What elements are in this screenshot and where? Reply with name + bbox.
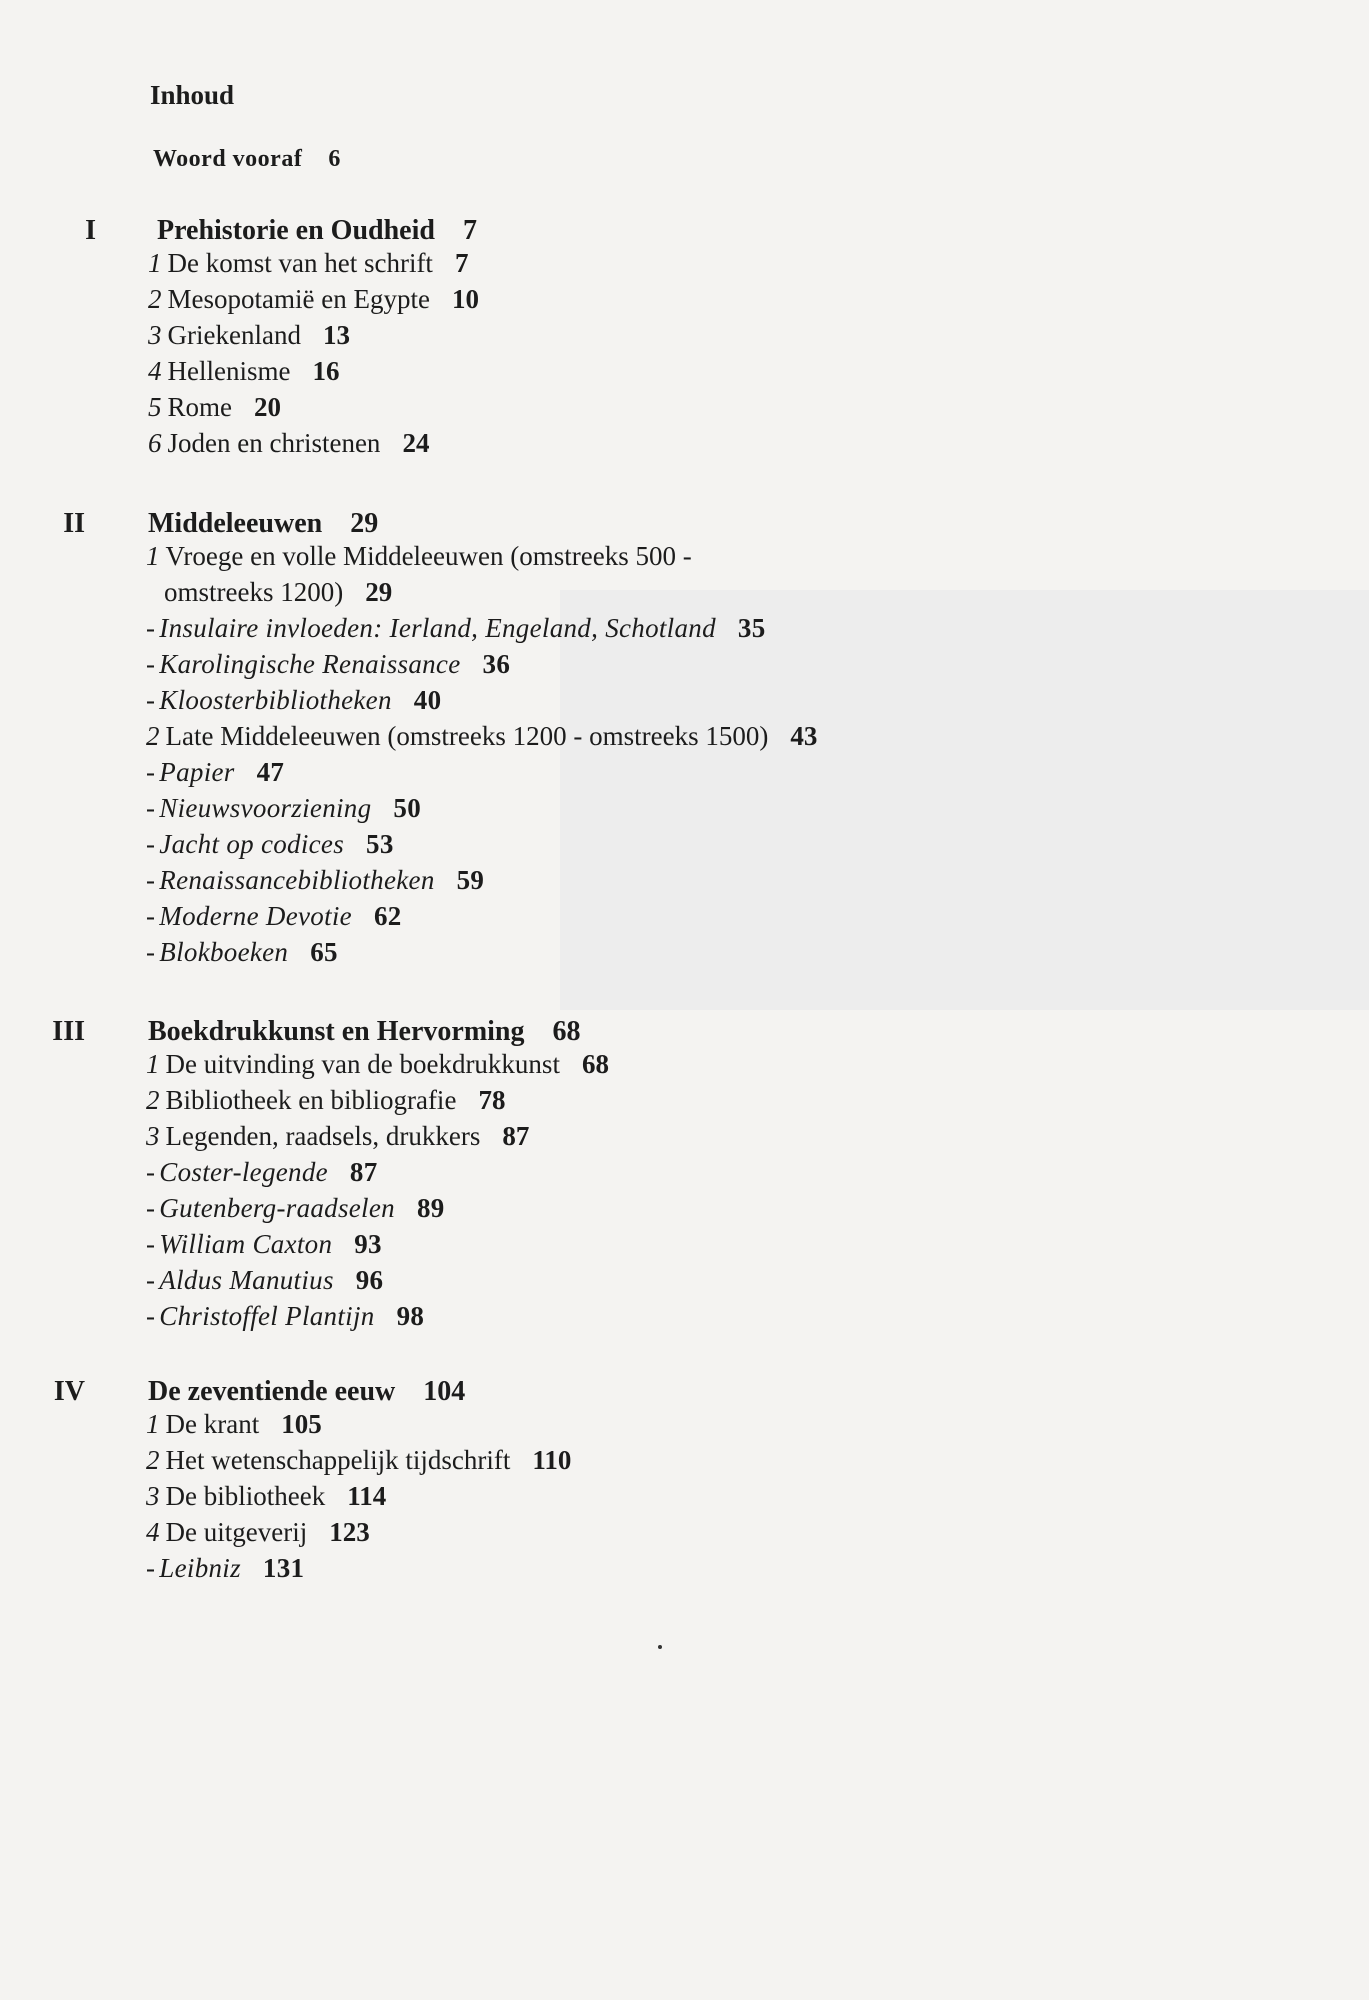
entry-label: Vroege en volle Middeleeuwen (omstreeks 500 - bbox=[165, 541, 692, 571]
entry-label: Moderne Devotie bbox=[159, 901, 352, 931]
chapter-number: 1 bbox=[146, 541, 160, 571]
entry-label: Karolingische Renaissance bbox=[159, 649, 461, 679]
entry-page: 43 bbox=[790, 721, 818, 751]
entry-page: 35 bbox=[737, 613, 766, 643]
entry-page: 96 bbox=[355, 1265, 384, 1295]
entry-label: Kloosterbibliotheken bbox=[159, 685, 392, 715]
part-page: 104 bbox=[423, 1376, 466, 1407]
entry-page: 87 bbox=[502, 1121, 530, 1151]
entry-label: Coster-legende bbox=[159, 1157, 328, 1187]
show-through-ghost-print bbox=[560, 590, 1369, 1010]
toc-entry bbox=[148, 389, 281, 425]
subentry-dash: - bbox=[146, 649, 156, 679]
toc-subentry bbox=[146, 646, 510, 682]
subentry-dash: - bbox=[146, 1553, 156, 1583]
entry-page: 13 bbox=[322, 320, 350, 350]
part-heading bbox=[148, 1376, 465, 1408]
entry-label: William Caxton bbox=[159, 1229, 333, 1259]
entry-page: 50 bbox=[393, 793, 422, 823]
part-numeral: II bbox=[63, 508, 85, 539]
entry-label: Papier bbox=[159, 757, 235, 787]
toc-entry bbox=[146, 1046, 609, 1082]
part-heading bbox=[157, 215, 477, 247]
toc-entry bbox=[146, 1082, 505, 1118]
toc-subentry bbox=[146, 898, 402, 934]
chapter-number: 6 bbox=[148, 428, 162, 458]
chapter-number: 3 bbox=[146, 1481, 160, 1511]
subentry-dash: - bbox=[146, 1157, 156, 1187]
toc-entry bbox=[148, 245, 468, 281]
subentry-dash: - bbox=[146, 865, 156, 895]
part-title: Prehistorie en Oudheid bbox=[157, 215, 435, 246]
entry-label: Hellenisme bbox=[167, 356, 291, 386]
toc-entry bbox=[146, 1118, 529, 1154]
entry-label: Late Middeleeuwen (omstreeks 1200 - omstreeks 1500) bbox=[165, 721, 769, 751]
chapter-number: 2 bbox=[146, 721, 160, 751]
subentry-dash: - bbox=[146, 1229, 156, 1259]
toc-subentry bbox=[146, 790, 421, 826]
entry-page: 131 bbox=[262, 1553, 305, 1583]
entry-page: 93 bbox=[354, 1229, 382, 1259]
part-numeral: IV bbox=[53, 1376, 85, 1407]
entry-label: Het wetenschappelijk tijdschrift bbox=[165, 1445, 511, 1475]
print-speck bbox=[658, 1645, 662, 1649]
entry-label: Leibniz bbox=[159, 1553, 241, 1583]
entry-label: Rome bbox=[167, 392, 232, 422]
chapter-number: 2 bbox=[146, 1085, 160, 1115]
entry-page: 89 bbox=[416, 1193, 445, 1223]
chapter-number: 3 bbox=[148, 320, 162, 350]
entry-page: 29 bbox=[365, 577, 393, 607]
foreword-label: Woord vooraf bbox=[153, 146, 303, 172]
toc-subentry bbox=[146, 754, 284, 790]
chapter-number: 1 bbox=[148, 248, 162, 278]
entry-label: Gutenberg-raadselen bbox=[159, 1193, 395, 1223]
entry-page: 40 bbox=[413, 685, 442, 715]
entry-page: 68 bbox=[581, 1049, 609, 1079]
toc-subentry bbox=[146, 610, 766, 646]
subentry-dash: - bbox=[146, 829, 156, 859]
entry-label: Nieuwsvoorziening bbox=[159, 793, 372, 823]
entry-page: 123 bbox=[329, 1517, 370, 1547]
toc-subentry bbox=[146, 1298, 424, 1334]
foreword-page: 6 bbox=[328, 146, 341, 172]
entry-page: 16 bbox=[312, 356, 340, 386]
part-page: 29 bbox=[350, 508, 379, 539]
toc-subentry bbox=[146, 1226, 382, 1262]
entry-label: Aldus Manutius bbox=[159, 1265, 334, 1295]
entry-page: 20 bbox=[254, 392, 281, 422]
entry-page: 105 bbox=[281, 1409, 322, 1439]
page-title: Inhoud bbox=[150, 80, 235, 110]
entry-page: 47 bbox=[256, 757, 285, 787]
entry-label: De uitvinding van de boekdrukkunst bbox=[165, 1049, 560, 1079]
entry-page: 53 bbox=[366, 829, 394, 859]
toc-entry bbox=[148, 353, 339, 389]
foreword-entry bbox=[153, 146, 341, 173]
subentry-dash: - bbox=[146, 793, 156, 823]
toc-entry bbox=[146, 1442, 571, 1478]
toc-subentry bbox=[146, 934, 338, 970]
entry-page: 78 bbox=[478, 1085, 506, 1115]
entry-label: Renaissancebibliotheken bbox=[159, 865, 435, 895]
chapter-number: 1 bbox=[146, 1049, 160, 1079]
entry-label: Christoffel Plantijn bbox=[159, 1301, 375, 1331]
part-title: De zeventiende eeuw bbox=[148, 1376, 396, 1407]
part-numeral: I bbox=[85, 215, 96, 246]
entry-label: De krant bbox=[165, 1409, 260, 1439]
entry-page: 7 bbox=[454, 248, 469, 278]
toc-subentry bbox=[146, 682, 441, 718]
entry-label: Jacht op codices bbox=[159, 829, 345, 859]
entry-label: omstreeks 1200) bbox=[164, 577, 344, 607]
entry-page: 10 bbox=[451, 284, 479, 314]
chapter-number: 1 bbox=[146, 1409, 160, 1439]
entry-label: Insulaire invloeden: Ierland, Engeland, Schotland bbox=[159, 613, 716, 643]
chapter-number: 3 bbox=[146, 1121, 160, 1151]
entry-label: De uitgeverij bbox=[165, 1517, 308, 1547]
entry-page: 98 bbox=[396, 1301, 425, 1331]
toc-entry bbox=[146, 538, 692, 574]
toc-entry bbox=[148, 317, 350, 353]
part-page: 68 bbox=[552, 1016, 581, 1047]
entry-label: De komst van het schrift bbox=[167, 248, 433, 278]
entry-label: Bibliotheek en bibliografie bbox=[165, 1085, 457, 1115]
entry-page: 24 bbox=[402, 428, 430, 458]
chapter-number: 2 bbox=[146, 1445, 160, 1475]
toc-entry bbox=[148, 281, 479, 317]
entry-page: 114 bbox=[347, 1481, 387, 1511]
entry-label: Blokboeken bbox=[159, 937, 289, 967]
toc-subentry bbox=[146, 862, 484, 898]
toc-entry bbox=[146, 1478, 386, 1514]
toc-entry bbox=[146, 1514, 370, 1550]
chapter-number: 4 bbox=[146, 1517, 160, 1547]
entry-label: Joden en christenen bbox=[167, 428, 381, 458]
chapter-number: 5 bbox=[148, 392, 162, 422]
subentry-dash: - bbox=[146, 757, 156, 787]
chapter-number: 4 bbox=[148, 356, 162, 386]
part-title: Boekdrukkunst en Hervorming bbox=[148, 1016, 525, 1047]
subentry-dash: - bbox=[146, 1193, 156, 1223]
toc-entry bbox=[164, 574, 392, 610]
entry-label: Griekenland bbox=[167, 320, 301, 350]
entry-label: Legenden, raadsels, drukkers bbox=[165, 1121, 481, 1151]
subentry-dash: - bbox=[146, 1301, 156, 1331]
chapter-number: 2 bbox=[148, 284, 162, 314]
entry-page: 110 bbox=[532, 1445, 572, 1475]
toc-subentry bbox=[146, 1550, 304, 1586]
toc-entry bbox=[146, 1406, 322, 1442]
part-title: Middeleeuwen bbox=[148, 508, 323, 539]
subentry-dash: - bbox=[146, 613, 156, 643]
toc-entry bbox=[146, 718, 817, 754]
entry-label: Mesopotamië en Egypte bbox=[167, 284, 430, 314]
toc-entry bbox=[148, 425, 429, 461]
part-heading bbox=[148, 508, 378, 540]
entry-page: 65 bbox=[310, 937, 338, 967]
subentry-dash: - bbox=[146, 937, 156, 967]
toc-subentry bbox=[146, 1154, 378, 1190]
entry-page: 36 bbox=[482, 649, 511, 679]
subentry-dash: - bbox=[146, 685, 156, 715]
part-page: 7 bbox=[462, 215, 477, 246]
entry-page: 62 bbox=[373, 901, 402, 931]
part-numeral: III bbox=[52, 1016, 85, 1047]
entry-page: 87 bbox=[349, 1157, 378, 1187]
toc-subentry bbox=[146, 826, 394, 862]
subentry-dash: - bbox=[146, 1265, 156, 1295]
toc-subentry bbox=[146, 1190, 445, 1226]
entry-label: De bibliotheek bbox=[165, 1481, 326, 1511]
entry-page: 59 bbox=[456, 865, 485, 895]
toc-subentry bbox=[146, 1262, 383, 1298]
part-heading bbox=[148, 1016, 581, 1048]
subentry-dash: - bbox=[146, 901, 156, 931]
